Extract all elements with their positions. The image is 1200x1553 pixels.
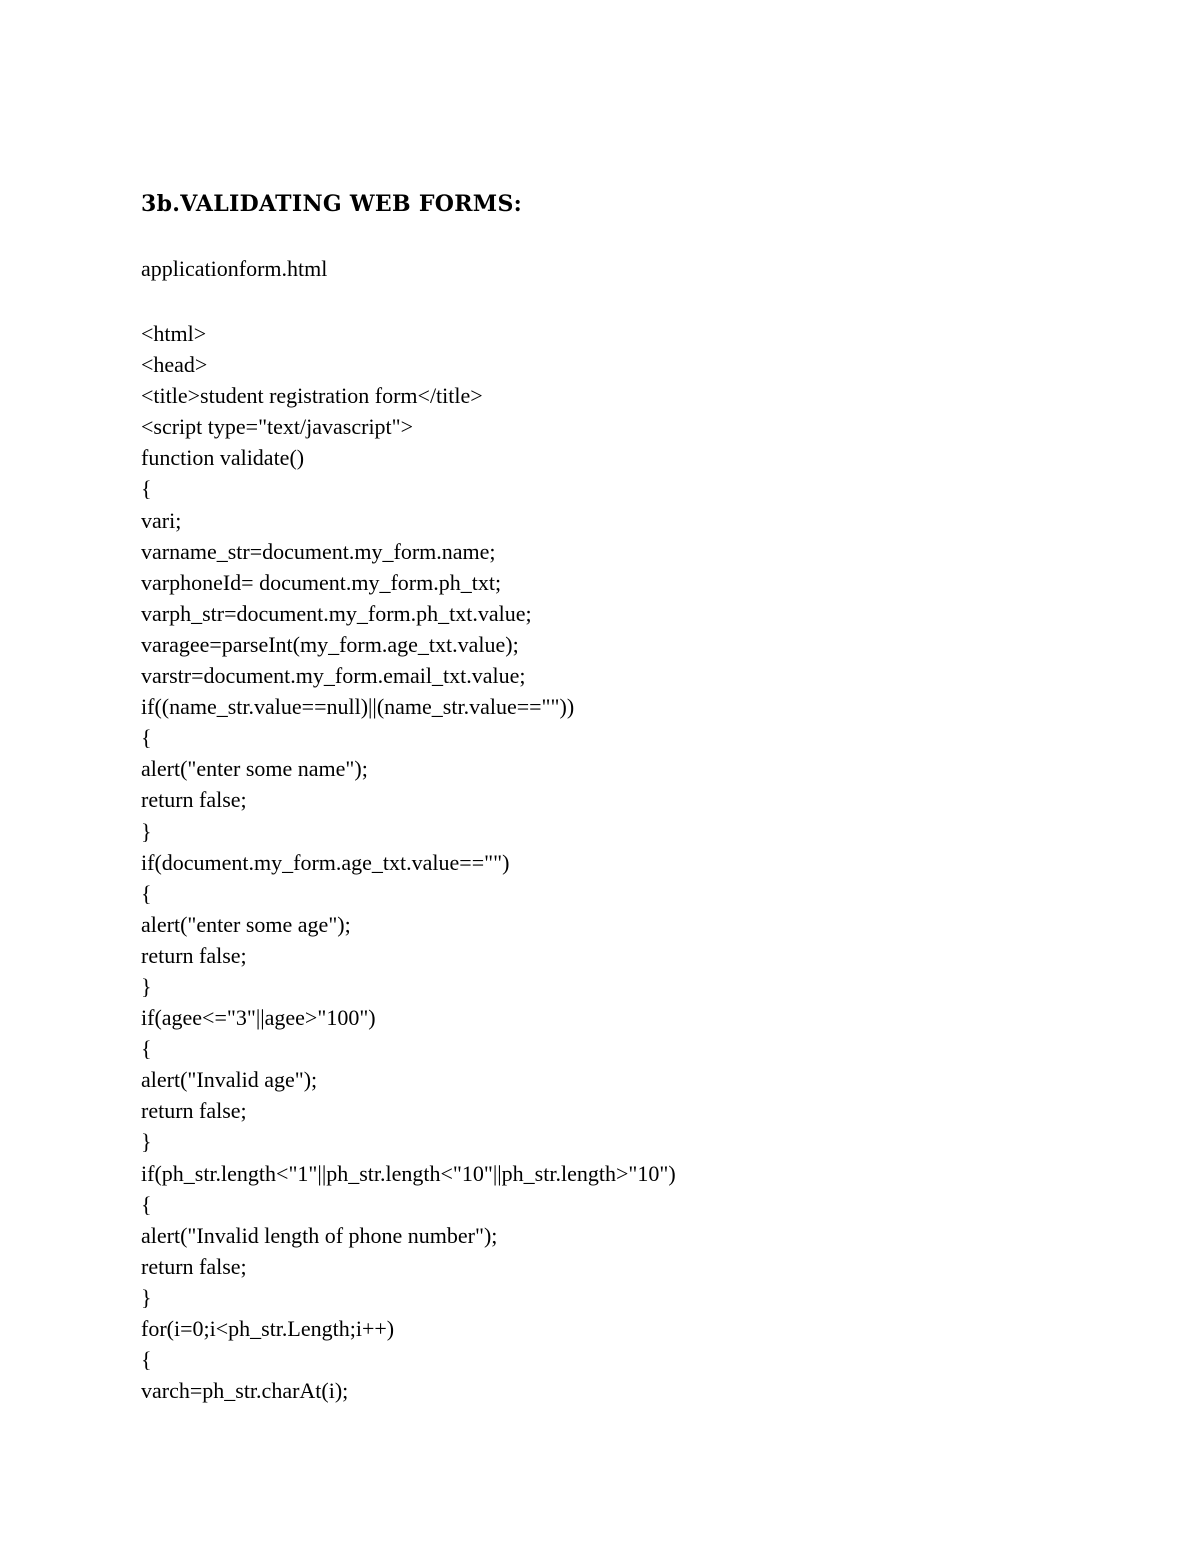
code-line: { — [141, 880, 152, 906]
code-line: } — [141, 1129, 152, 1155]
code-listing — [141, 318, 676, 1406]
code-line: return false; — [141, 787, 247, 813]
code-line: { — [141, 725, 152, 751]
code-line: } — [141, 973, 152, 999]
code-line: <script type="text/javascript"> — [141, 414, 414, 440]
code-line: return false; — [141, 942, 247, 968]
code-line: if(document.my_form.age_txt.value=="") — [141, 849, 510, 875]
code-line: if((name_str.value==null)||(name_str.value=="")) — [141, 694, 575, 720]
code-line: { — [141, 1191, 152, 1217]
code-line: if(agee<="3"||agee>"100") — [141, 1005, 376, 1031]
code-line: varagee=parseInt(my_form.age_txt.value); — [141, 631, 519, 657]
code-line: varph_str=document.my_form.ph_txt.value; — [141, 600, 532, 626]
code-line: { — [141, 476, 152, 502]
code-line: vari; — [141, 507, 182, 533]
code-line: varphoneId= document.my_form.ph_txt; — [141, 569, 502, 595]
code-line: alert("Invalid age"); — [141, 1067, 318, 1093]
code-line: function validate() — [141, 445, 305, 471]
code-line: return false; — [141, 1098, 247, 1124]
code-line: } — [141, 1284, 152, 1310]
code-line: alert("Invalid length of phone number"); — [141, 1222, 498, 1248]
code-line: } — [141, 818, 152, 844]
code-line: varstr=document.my_form.email_txt.value; — [141, 663, 526, 689]
code-line: alert("enter some age"); — [141, 911, 351, 937]
file-name: applicationform.html — [141, 256, 328, 281]
code-line: for(i=0;i<ph_str.Length;i++) — [141, 1316, 395, 1341]
code-line: <title>student registration form</title> — [141, 383, 483, 409]
code-line: { — [141, 1347, 152, 1373]
code-line: <head> — [141, 352, 208, 378]
code-line: { — [141, 1036, 152, 1062]
code-line: <html> — [141, 321, 207, 346]
code-line: if(ph_str.length<"1"||ph_str.length<"10"||ph_str.length>"10") — [141, 1160, 676, 1186]
section-heading: 3b.VALIDATING WEB FORMS: — [141, 191, 523, 217]
code-line: alert("enter some name"); — [141, 756, 368, 782]
code-line: return false; — [141, 1253, 247, 1279]
code-line: varname_str=document.my_form.name; — [141, 538, 496, 564]
code-line: varch=ph_str.charAt(i); — [141, 1378, 349, 1404]
